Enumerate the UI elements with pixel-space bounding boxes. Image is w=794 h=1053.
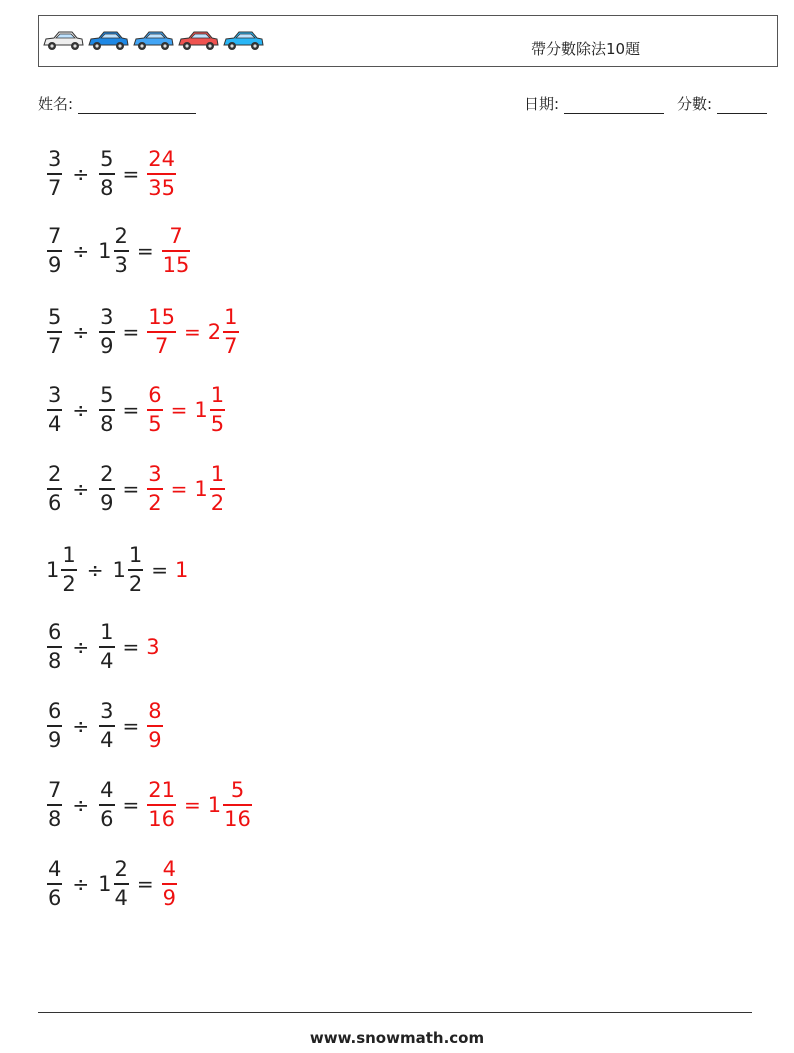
answer-mixed xyxy=(194,463,226,515)
answer-fraction xyxy=(147,148,176,200)
dividend-fraction-denominator: 8 xyxy=(48,806,62,831)
divide-sign: ÷ xyxy=(72,793,90,817)
dividend-fraction-numerator: 7 xyxy=(48,224,62,249)
answer-fraction-numerator: 15 xyxy=(148,305,176,330)
divisor-fraction-denominator: 6 xyxy=(100,806,114,831)
divisor-fraction-denominator: 9 xyxy=(100,333,114,358)
divisor-fraction-numerator: 1 xyxy=(128,543,143,568)
divide-sign: ÷ xyxy=(72,635,90,659)
answer-mixed-fraction xyxy=(210,384,225,436)
dividend xyxy=(46,148,63,200)
dividend-fraction-numerator: 3 xyxy=(48,383,62,408)
answer-fraction-denominator: 15 xyxy=(162,252,190,277)
name-blank[interactable] xyxy=(78,99,196,114)
footer-divider xyxy=(38,1012,752,1013)
problem-row xyxy=(46,854,178,914)
fraction-bar xyxy=(99,725,114,727)
answer xyxy=(175,558,189,582)
equals-sign: = xyxy=(136,872,154,896)
divisor xyxy=(98,306,115,358)
equals-sign: = xyxy=(122,398,140,422)
dividend-fraction-numerator: 1 xyxy=(62,543,76,568)
divisor xyxy=(98,384,115,436)
answer-fraction-numerator: 7 xyxy=(169,224,183,249)
divisor-fraction-denominator: 9 xyxy=(100,490,114,515)
dividend-fraction-numerator: 6 xyxy=(48,699,62,724)
answer-mixed-fraction-denominator: 16 xyxy=(224,806,251,831)
fraction-bar xyxy=(162,883,177,885)
divisor xyxy=(98,858,130,910)
dividend xyxy=(46,225,63,277)
dividend xyxy=(46,463,63,515)
fraction-bar xyxy=(99,488,114,490)
answer-fraction-numerator: 4 xyxy=(162,857,177,882)
problem-row xyxy=(46,775,253,835)
equals-sign: = xyxy=(122,793,140,817)
divisor-fraction xyxy=(99,779,114,831)
dividend-fraction xyxy=(47,779,62,831)
divisor-fraction-denominator: 3 xyxy=(114,252,128,277)
fraction-bar xyxy=(47,409,62,411)
problem-row xyxy=(46,459,226,519)
problem-row xyxy=(46,380,226,440)
divisor-fraction-numerator: 2 xyxy=(100,462,114,487)
fraction-bar xyxy=(99,804,114,806)
answer xyxy=(146,463,226,515)
divisor-fraction-denominator: 4 xyxy=(114,885,128,910)
car-icon xyxy=(44,32,83,50)
dividend-fraction-numerator: 6 xyxy=(48,620,62,645)
dividend-fraction-denominator: 9 xyxy=(48,252,62,277)
fraction-bar xyxy=(47,725,62,727)
fraction-bar xyxy=(47,488,62,490)
answer-fraction-numerator: 8 xyxy=(148,699,162,724)
fraction-bar xyxy=(128,569,143,571)
divisor-fraction-numerator: 1 xyxy=(100,620,114,645)
date-label: 日期: xyxy=(524,95,560,113)
answer-fraction-numerator: 24 xyxy=(148,147,176,172)
car-icon xyxy=(179,32,218,50)
dividend-fraction-numerator: 7 xyxy=(48,778,62,803)
answer-fraction xyxy=(147,779,176,831)
answer-mixed-fraction-numerator: 5 xyxy=(230,778,245,803)
dividend xyxy=(46,779,63,831)
divisor xyxy=(113,544,145,596)
fraction-bar xyxy=(147,173,176,175)
dividend-fraction xyxy=(47,700,62,752)
fraction-bar xyxy=(147,331,176,333)
divisor-fraction-numerator: 3 xyxy=(100,699,114,724)
divisor-fraction xyxy=(99,306,114,358)
answer-fraction xyxy=(162,858,177,910)
divide-sign: ÷ xyxy=(72,714,90,738)
fraction-bar xyxy=(47,646,62,648)
divisor-fraction-denominator: 8 xyxy=(100,175,114,200)
divisor-fraction xyxy=(99,384,114,436)
dividend xyxy=(46,306,63,358)
dividend-fraction xyxy=(61,544,76,596)
equals-sign: = xyxy=(184,793,201,817)
answer-mixed-whole: 2 xyxy=(207,320,222,344)
divisor-fraction-numerator: 2 xyxy=(114,224,128,249)
fraction-bar xyxy=(99,173,114,175)
divisor-fraction-numerator: 4 xyxy=(100,778,114,803)
dividend xyxy=(46,544,78,596)
divide-sign: ÷ xyxy=(86,558,104,582)
answer xyxy=(161,858,178,910)
answer xyxy=(146,700,163,752)
fraction-bar xyxy=(114,250,129,252)
score-label: 分數: xyxy=(677,95,713,113)
divisor xyxy=(98,700,115,752)
dividend-fraction-denominator: 8 xyxy=(48,648,62,673)
answer-fraction-denominator: 16 xyxy=(148,806,176,831)
answer-fraction-numerator: 6 xyxy=(148,383,162,408)
car-icon xyxy=(224,32,263,50)
answer-mixed xyxy=(194,384,226,436)
answer-mixed-whole: 1 xyxy=(207,793,222,817)
dividend-fraction-denominator: 2 xyxy=(62,571,76,596)
worksheet-header xyxy=(38,15,778,67)
equals-sign: = xyxy=(122,635,140,659)
divisor-whole: 1 xyxy=(98,239,112,263)
answer xyxy=(146,306,239,358)
dividend xyxy=(46,384,63,436)
equals-sign: = xyxy=(122,714,140,738)
dividend-fraction-numerator: 3 xyxy=(48,147,62,172)
divisor-fraction xyxy=(99,148,114,200)
fraction-bar xyxy=(147,488,162,490)
answer-fraction-denominator: 7 xyxy=(154,333,169,358)
date-field xyxy=(524,93,664,114)
fraction-bar xyxy=(147,804,176,806)
fraction-bar xyxy=(47,173,62,175)
fraction-bar xyxy=(61,569,76,571)
date-blank[interactable] xyxy=(564,99,664,114)
answer-mixed-fraction xyxy=(210,463,225,515)
equals-sign: = xyxy=(170,477,188,501)
fraction-bar xyxy=(223,804,252,806)
divisor xyxy=(98,779,115,831)
fraction-bar xyxy=(147,409,162,411)
answer-whole: 3 xyxy=(146,635,160,659)
equals-sign: = xyxy=(122,320,140,344)
worksheet-title: 帶分數除法10題 xyxy=(531,40,641,58)
problem-row xyxy=(46,144,177,204)
answer-mixed-fraction-numerator: 1 xyxy=(210,462,225,487)
divisor-whole: 1 xyxy=(112,558,126,582)
dividend xyxy=(46,621,63,673)
car-icon xyxy=(89,32,128,50)
answer-fraction-denominator: 2 xyxy=(148,490,162,515)
divisor-fraction-denominator: 4 xyxy=(100,648,114,673)
dividend-fraction-denominator: 7 xyxy=(48,175,62,200)
fraction-bar xyxy=(47,331,62,333)
footer-url: www.snowmath.com xyxy=(309,1029,485,1047)
divisor-fraction xyxy=(99,463,114,515)
answer xyxy=(146,148,177,200)
dividend-fraction xyxy=(47,463,62,515)
name-label: 姓名: xyxy=(38,95,74,113)
dividend xyxy=(46,858,63,910)
dividend-fraction xyxy=(47,384,62,436)
answer-fraction-numerator: 3 xyxy=(148,462,162,487)
answer-mixed-fraction xyxy=(223,779,252,831)
equals-sign: = xyxy=(170,398,188,422)
fraction-bar xyxy=(99,409,114,411)
equals-sign: = xyxy=(136,239,154,263)
divisor-fraction-denominator: 4 xyxy=(100,727,114,752)
problem-row xyxy=(46,696,164,756)
equals-sign: = xyxy=(151,558,169,582)
answer-mixed-fraction-numerator: 1 xyxy=(224,305,238,330)
answer-fraction-denominator: 35 xyxy=(148,175,176,200)
answer-fraction-denominator: 9 xyxy=(148,727,162,752)
divisor-fraction-numerator: 3 xyxy=(100,305,114,330)
problem-row xyxy=(46,540,189,600)
divide-sign: ÷ xyxy=(72,398,90,422)
divisor-fraction xyxy=(128,544,143,596)
answer xyxy=(161,225,192,277)
fraction-bar xyxy=(210,409,225,411)
dividend-fraction-numerator: 2 xyxy=(48,462,62,487)
fraction-bar xyxy=(47,804,62,806)
problem-row xyxy=(46,221,191,281)
answer xyxy=(146,384,226,436)
dividend-fraction xyxy=(47,306,62,358)
answer-fraction xyxy=(147,306,176,358)
answer-fraction-numerator: 21 xyxy=(148,778,176,803)
divide-sign: ÷ xyxy=(72,239,90,263)
dividend-fraction-denominator: 6 xyxy=(48,490,62,515)
divisor xyxy=(98,621,115,673)
divisor xyxy=(98,225,130,277)
car-icon xyxy=(134,32,173,50)
fraction-bar xyxy=(210,488,225,490)
divisor-fraction-numerator: 5 xyxy=(100,383,114,408)
divisor-fraction xyxy=(99,700,114,752)
answer-fraction xyxy=(147,700,162,752)
dividend-fraction xyxy=(47,148,62,200)
dividend xyxy=(46,700,63,752)
fraction-bar xyxy=(47,250,62,252)
divisor-fraction-numerator: 5 xyxy=(100,147,114,172)
dividend-fraction xyxy=(47,225,62,277)
problem-row xyxy=(46,302,240,362)
fraction-bar xyxy=(47,883,62,885)
dividend-fraction-denominator: 9 xyxy=(48,727,62,752)
fraction-bar xyxy=(114,883,129,885)
divide-sign: ÷ xyxy=(72,477,90,501)
dividend-fraction-denominator: 6 xyxy=(48,885,62,910)
divisor xyxy=(98,148,115,200)
answer-mixed-whole: 1 xyxy=(194,398,208,422)
answer-mixed-fraction-numerator: 1 xyxy=(210,383,225,408)
fraction-bar xyxy=(99,646,114,648)
divisor-fraction xyxy=(114,225,129,277)
fraction-bar xyxy=(147,725,162,727)
answer-mixed-fraction xyxy=(223,306,238,358)
car-icons xyxy=(42,27,272,53)
divisor-whole: 1 xyxy=(98,872,112,896)
dividend-fraction xyxy=(47,621,62,673)
divide-sign: ÷ xyxy=(72,872,90,896)
divisor-fraction xyxy=(114,858,129,910)
answer-fraction-denominator: 5 xyxy=(148,411,162,436)
fraction-bar xyxy=(99,331,114,333)
fraction-bar xyxy=(223,331,238,333)
divisor-fraction-numerator: 2 xyxy=(114,857,128,882)
divisor-fraction-denominator: 2 xyxy=(128,571,143,596)
dividend-whole: 1 xyxy=(46,558,60,582)
answer-fraction xyxy=(162,225,191,277)
dividend-fraction-numerator: 5 xyxy=(48,305,62,330)
score-field xyxy=(677,93,767,114)
answer-mixed xyxy=(208,779,253,831)
answer-mixed-fraction-denominator: 5 xyxy=(210,411,225,436)
answer-whole: 1 xyxy=(175,558,189,582)
answer-fraction-denominator: 9 xyxy=(162,885,177,910)
answer-mixed xyxy=(208,306,240,358)
fraction-bar xyxy=(162,250,191,252)
answer-fraction xyxy=(147,384,162,436)
dividend-fraction-numerator: 4 xyxy=(48,857,62,882)
answer-fraction xyxy=(147,463,162,515)
score-blank[interactable] xyxy=(717,99,767,114)
dividend-fraction-denominator: 7 xyxy=(48,333,62,358)
problem-row xyxy=(46,617,161,677)
name-field xyxy=(38,93,196,114)
equals-sign: = xyxy=(122,477,140,501)
dividend-fraction-denominator: 4 xyxy=(48,411,62,436)
divide-sign: ÷ xyxy=(72,320,90,344)
divisor xyxy=(98,463,115,515)
dividend-fraction xyxy=(47,858,62,910)
equals-sign: = xyxy=(184,320,201,344)
divide-sign: ÷ xyxy=(72,162,90,186)
answer-mixed-fraction-denominator: 7 xyxy=(224,333,238,358)
divisor-fraction xyxy=(99,621,114,673)
answer-mixed-fraction-denominator: 2 xyxy=(210,490,225,515)
divisor-fraction-denominator: 8 xyxy=(100,411,114,436)
answer-mixed-whole: 1 xyxy=(194,477,208,501)
equals-sign: = xyxy=(122,162,140,186)
answer xyxy=(146,779,253,831)
answer xyxy=(146,635,160,659)
